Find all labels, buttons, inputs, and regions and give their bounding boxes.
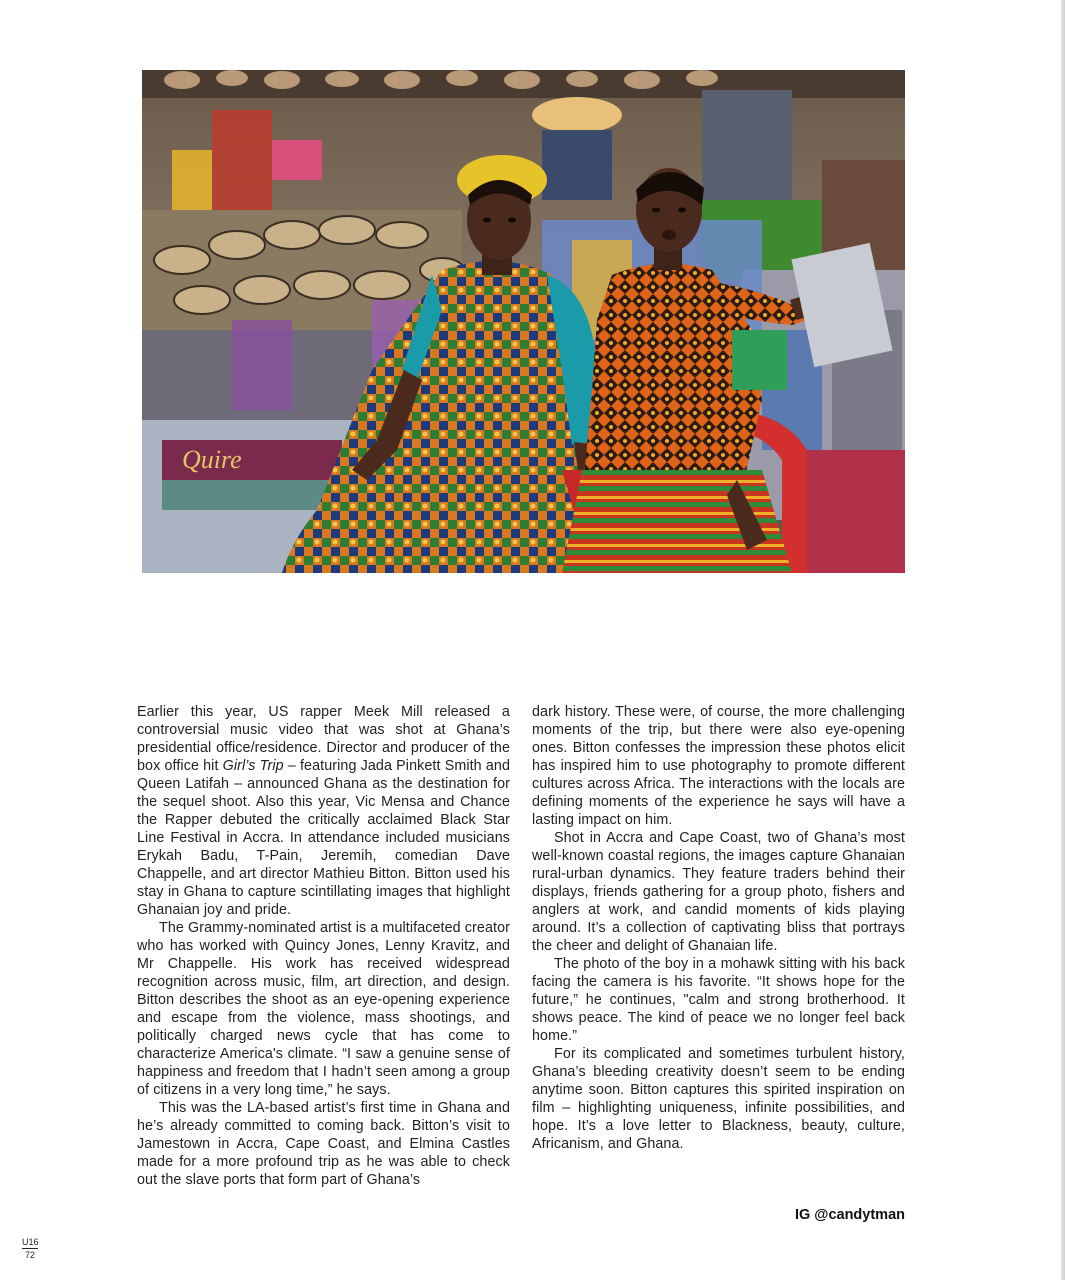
paragraph: Earlier this year, US rapper Meek Mill released a controversial music video that was shot at Ghana’s presidential office/residence. Director and producer of the box office hit Girl’s Trip – featuring Jada Pinkett Smith and Queen Latifah – announced Ghana as the destination for the sequel shoot. Also this year, Vic Mensa and Chance the Rapper debuted the critically acclaimed Black Star Line Festival in Accra. In attendance included musicians Erykah Badu, T-Pain, Jeremih, comedian Dave Chappelle, and art director Mathieu Bitton. Bitton used his stay in Ghana to capture scintillating images that highlight Ghanaian joy and pride. [137, 704, 511, 918]
issue-number: U16 [22, 1237, 39, 1247]
page-number: 72 [24, 1250, 35, 1260]
paragraph: For its complicated and sometimes turbulent history, Ghana’s bleeding creativity doesn’t seem to be ending anytime soon. Bitton captures this spirited inspiration on film – highlighting uniqueness, infinite possibilities, and hope. It’s a love letter to Blackness, beauty, culture, Africanism, and Ghana. [532, 1046, 905, 1152]
article-column-1 [137, 703, 510, 1189]
market-photo [142, 70, 905, 573]
film-title: Girl’s Trip [222, 758, 284, 774]
paragraph: This was the LA-based artist’s first time in Ghana and he’s already committed to coming back. Bitton’s visit to Jamestown in Accra, Cape Coast, and Elmina Castles made for a more profound trip as he was able to check out the slave ports that form part of Ghana’s [137, 1100, 510, 1188]
paragraph: The Grammy-nominated artist is a multifaceted creator who has worked with Quincy Jones, Lenny Kravitz, and Mr Chappelle. His work has received widespread recognition across music, film, art direction, and design. Bitton describes the shoot as an eye-opening experience and escape from the violence, mass shootings, and politically charged news cycle that has come to characterize America's climate. “I saw a genuine sense of happiness and freedom that I hadn’t seen among a group of citizens in a very long time,” he says. [137, 920, 510, 1098]
paragraph: dark history. These were, of course, the more challenging moments of the trip, but there were also eye-opening ones. Bitton confesses the impression these photos elicit has inspired him to use photography to promote different cultures across Africa. The interactions with the locals are defining moments of the experience he says will have a lasting impact on him. [532, 704, 905, 828]
article-column-2 [532, 703, 905, 1153]
folio-divider [22, 1248, 38, 1249]
paragraph: Shot in Accra and Cape Coast, two of Ghana’s most well-known coastal regions, the images capture Ghanaian rural-urban dynamics. They feature traders behind their displays, friends gathering for a group photo, fishers and anglers at work, and candid moments of kids playing around. It’s a collection of captivating bliss that portrays the cheer and delight of Ghanaian life. [532, 830, 905, 954]
photo-credit: IG @candytman [794, 1207, 905, 1223]
page-folio [22, 1237, 38, 1260]
page-edge [1061, 0, 1065, 1280]
paragraph: The photo of the boy in a mohawk sitting with his back facing the camera is his favorite. “It shows hope for the future,” he continues, "calm and strong brotherhood. It shows peace. The kind of peace we no longer feel back home.” [532, 956, 905, 1044]
svg-text:Quire: Quire [182, 445, 242, 474]
